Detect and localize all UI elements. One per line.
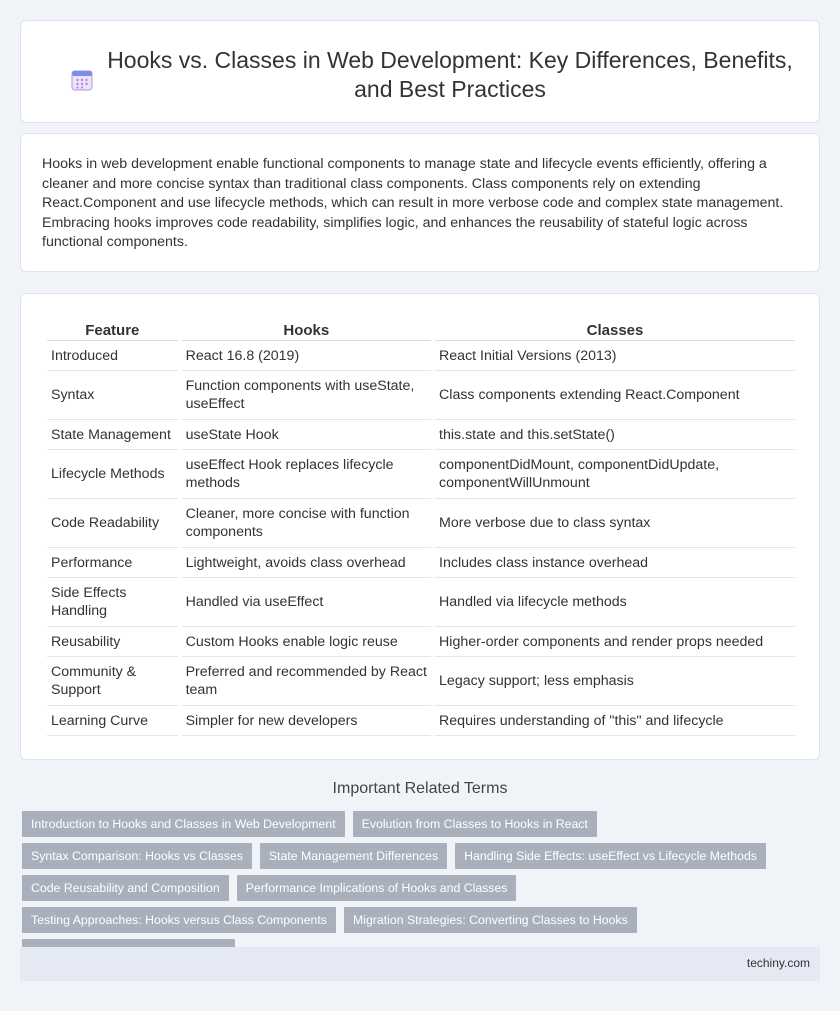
title-card	[20, 20, 820, 123]
footer-site[interactable]: techiny.com	[746, 956, 810, 970]
cell-hooks: useEffect Hook replaces lifecycle methods	[182, 450, 431, 499]
header-hooks: Hooks	[182, 314, 431, 341]
related-tag[interactable]: Handling Side Effects: useEffect vs Lifecycle Methods	[455, 843, 766, 869]
comparison-table-card	[20, 293, 820, 760]
related-tag[interactable]: Code Reusability and Composition	[22, 875, 229, 901]
table-row	[47, 341, 795, 371]
cell-hooks: Handled via useEffect	[182, 578, 431, 627]
cell-hooks: Lightweight, avoids class overhead	[182, 548, 431, 578]
cell-classes: componentDidMount, componentDidUpdate, componentWillUnmount	[435, 450, 795, 499]
table-row	[47, 499, 795, 548]
table-header-row	[47, 314, 795, 341]
cell-hooks: useState Hook	[182, 420, 431, 450]
cell-classes: Includes class instance overhead	[435, 548, 795, 578]
related-tag[interactable]: State Management Differences	[260, 843, 447, 869]
related-tag[interactable]: Testing Approaches: Hooks versus Class Components	[22, 907, 336, 933]
cell-feature: Learning Curve	[47, 706, 178, 736]
cell-feature: Performance	[47, 548, 178, 578]
cell-hooks: Cleaner, more concise with function components	[182, 499, 431, 548]
cell-classes: Class components extending React.Component	[435, 371, 795, 420]
table-row	[47, 371, 795, 420]
related-tag[interactable]: Introduction to Hooks and Classes in Web Development	[22, 811, 345, 837]
cell-hooks: React 16.8 (2019)	[182, 341, 431, 371]
table-row	[47, 657, 795, 706]
cell-classes: React Initial Versions (2013)	[435, 341, 795, 371]
related-tag[interactable]: Syntax Comparison: Hooks vs Classes	[22, 843, 252, 869]
cell-classes: Handled via lifecycle methods	[435, 578, 795, 627]
cell-classes: this.state and this.setState()	[435, 420, 795, 450]
cell-hooks: Custom Hooks enable logic reuse	[182, 627, 431, 657]
related-terms-heading: Important Related Terms	[332, 780, 508, 797]
cell-feature: Syntax	[47, 371, 178, 420]
header-feature: Feature	[47, 314, 178, 341]
cell-hooks: Simpler for new developers	[182, 706, 431, 736]
cell-feature: Lifecycle Methods	[47, 450, 178, 499]
comparison-table	[43, 314, 799, 736]
table-row	[47, 578, 795, 627]
intro-paragraph: Hooks in web development enable functional components to manage state and lifecycle events efficiently, offering a cleaner and more concise syntax than traditional class components. Class components rely on extending React.Component and use lifecycle methods, which can result in more verbose code and complex state management. Embracing hooks improves code readability, simplifies logic, and enhances the reusability of stateful logic across functional components.	[42, 156, 784, 250]
page-title: Hooks vs. Classes in Web Development: Key Differences, Benefits, and Best Practices	[107, 47, 793, 102]
table-row	[47, 420, 795, 450]
related-tag[interactable]: Evolution from Classes to Hooks in React	[353, 811, 597, 837]
cell-feature: Introduced	[47, 341, 178, 371]
cell-hooks: Function components with useState, useEffect	[182, 371, 431, 420]
related-tag[interactable]: Migration Strategies: Converting Classes to Hooks	[344, 907, 637, 933]
cell-feature: Reusability	[47, 627, 178, 657]
table-row	[47, 548, 795, 578]
cell-feature: Community & Support	[47, 657, 178, 706]
cell-hooks: Preferred and recommended by React team	[182, 657, 431, 706]
related-tag[interactable]: Performance Implications of Hooks and Classes	[237, 875, 517, 901]
cell-feature: Side Effects Handling	[47, 578, 178, 627]
table-row	[47, 706, 795, 736]
table-row	[47, 627, 795, 657]
cell-feature: Code Readability	[47, 499, 178, 548]
footer	[20, 947, 820, 981]
cell-classes: Legacy support; less emphasis	[435, 657, 795, 706]
header-classes: Classes	[435, 314, 795, 341]
cell-feature: State Management	[47, 420, 178, 450]
intro-card	[20, 133, 820, 272]
cell-classes: Requires understanding of "this" and lifecycle	[435, 706, 795, 736]
table-row	[47, 450, 795, 499]
cell-classes: More verbose due to class syntax	[435, 499, 795, 548]
cell-classes: Higher-order components and render props needed	[435, 627, 795, 657]
related-terms-tags	[22, 811, 812, 965]
